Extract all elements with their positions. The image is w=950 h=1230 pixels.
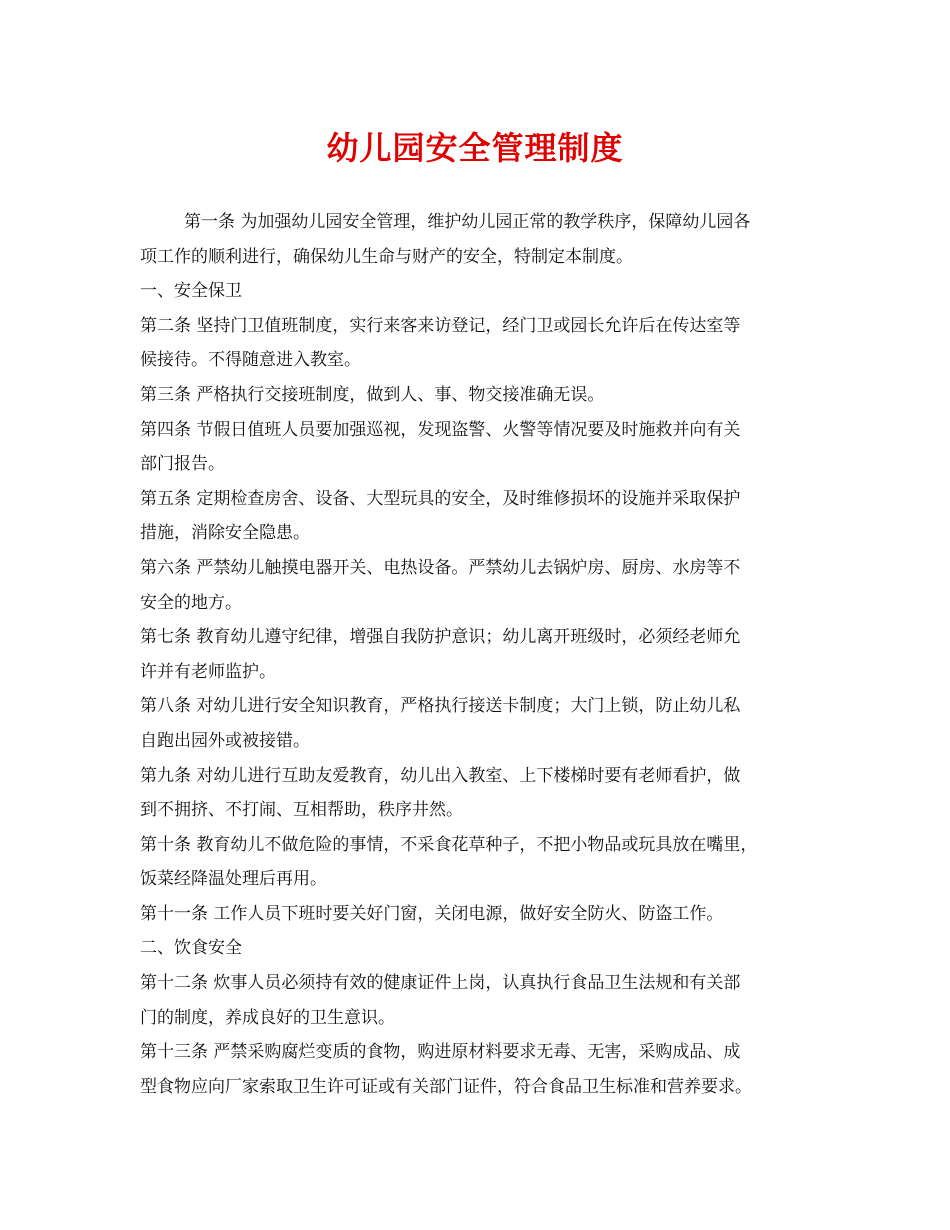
paragraph-line: 措施，消除安全隐患。 xyxy=(140,523,310,544)
paragraph-line: 安全的地方。 xyxy=(140,592,242,613)
paragraph-line: 第三条 严格执行交接班制度，做到人、事、物交接准确无误。 xyxy=(140,384,605,405)
paragraph-line: 许并有老师监护。 xyxy=(140,661,276,682)
paragraph-line: 第一条 为加强幼儿园安全管理，维护幼儿园正常的教学秩序，保障幼儿园各 xyxy=(184,212,751,232)
paragraph-line: 第十一条 工作人员下班时要关好门窗，关闭电源，做好安全防火、防盗工作。 xyxy=(140,903,724,924)
section-heading: 二、饮食安全 xyxy=(140,938,242,959)
document-title: 幼儿园安全管理制度 xyxy=(326,129,624,167)
paragraph-line: 到不拥挤、不打闹、互相帮助，秩序井然。 xyxy=(140,800,463,821)
paragraph-line: 第六条 严禁幼儿触摸电器开关、电热设备。严禁幼儿去锅炉房、厨房、水房等不 xyxy=(140,557,741,578)
paragraph-line: 第二条 坚持门卫值班制度，实行来客来访登记，经门卫或园长允许后在传达室等 xyxy=(140,315,741,336)
paragraph-line: 自跑出园外或被接错。 xyxy=(140,730,310,751)
paragraph-line: 第五条 定期检查房舍、设备、大型玩具的安全，及时维修损坏的设施并采取保护 xyxy=(140,488,741,509)
paragraph-line: 部门报告。 xyxy=(140,454,225,475)
paragraph-line: 项工作的顺利进行，确保幼儿生命与财产的安全，特制定本制度。 xyxy=(140,246,633,267)
paragraph-line: 型食物应向厂家索取卫生许可证或有关部门证件，符合食品卫生标准和营养要求。 xyxy=(140,1076,752,1097)
paragraph-line: 第七条 教育幼儿遵守纪律，增强自我防护意识；幼儿离开班级时，必须经老师允 xyxy=(140,627,741,648)
paragraph-line: 第四条 节假日值班人员要加强巡视，发现盗警、火警等情况要及时施救并向有关 xyxy=(140,419,741,440)
paragraph-line: 第九条 对幼儿进行互助友爱教育，幼儿出入教室、上下楼梯时要有老师看护，做 xyxy=(140,765,741,786)
paragraph-line: 第十三条 严禁采购腐烂变质的食物，购进原材料要求无毒、无害，采购成品、成 xyxy=(140,1042,741,1063)
paragraph-line: 门的制度，养成良好的卫生意识。 xyxy=(140,1007,395,1028)
paragraph-line: 第八条 对幼儿进行安全知识教育，严格执行接送卡制度；大门上锁，防止幼儿私 xyxy=(140,696,741,717)
paragraph-line: 第十条 教育幼儿不做危险的事情，不采食花草种子，不把小物品或玩具放在嘴里， xyxy=(140,834,758,855)
document-body xyxy=(140,205,820,1104)
paragraph-line: 第十二条 炊事人员必须持有效的健康证件上岗，认真执行食品卫生法规和有关部 xyxy=(140,973,741,994)
section-heading: 一、安全保卫 xyxy=(140,281,242,302)
paragraph-line: 饭菜经降温处理后再用。 xyxy=(140,869,327,890)
paragraph-line: 候接待。不得随意进入教室。 xyxy=(140,350,361,371)
